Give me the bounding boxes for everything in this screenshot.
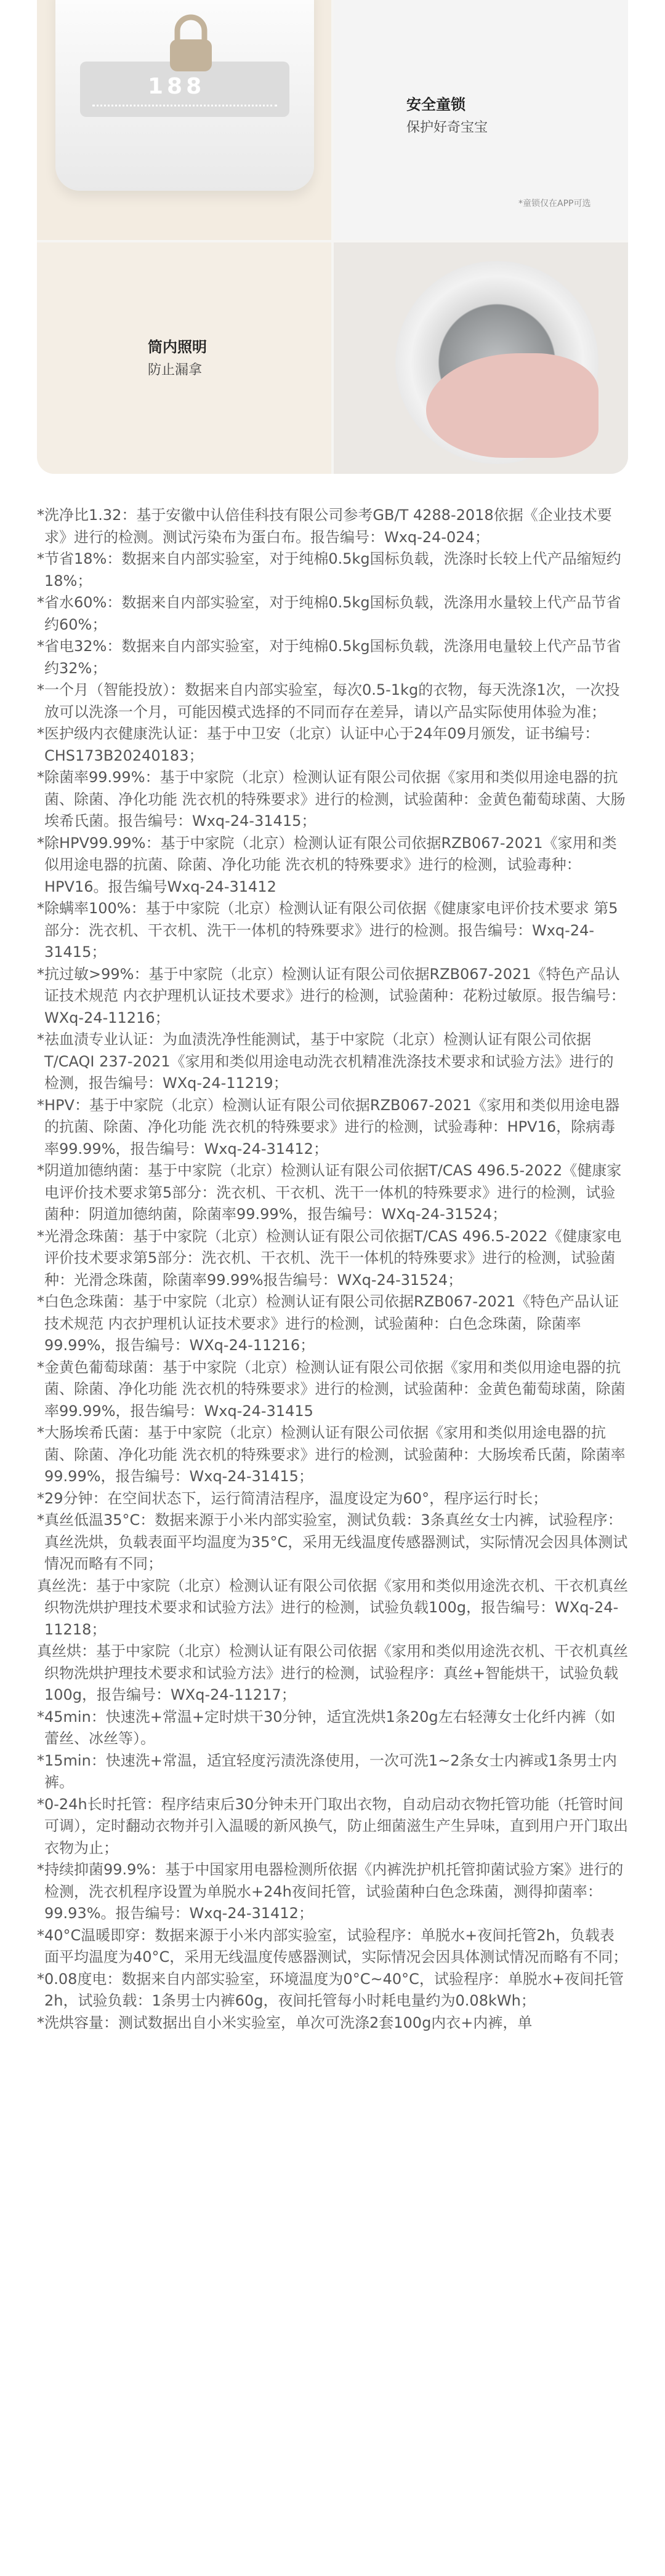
child-lock-subtitle: 保护好奇宝宝 [406,120,488,135]
footnote-item: *45min：快速洗+常温+定时烘干30分钟，适宜洗烘1条20g左右轻薄女士化纤内裤（如蕾丝、冰丝等）。 [37,1708,616,1747]
drum-light-image [334,242,628,474]
footnote-item: *除螨率100%：基于中家院（北京）检测认证有限公司依据《健康家电评价技术要求 第5部分：洗衣机、干衣机、洗干一体机的特殊要求》进行的检测。报告编号：Wxq-24-31415； [37,900,618,961]
footnote-item: *15min：快速洗+常温，适宜轻度污渍洗涤使用，一次可洗1~2条女士内裤或1条男士内裤。 [37,1751,617,1791]
footnote-item: *金黄色葡萄球菌：基于中家院（北京）检测认证有限公司依据《家用和类似用途电器的抗菌、除菌、净化功能 洗衣机的特殊要求》进行的检测，试验菌种：金黄色葡萄球菌，除菌率99.99%，报告编号：Wxq-24-31415 [37,1358,626,1420]
footnote-item: *除HPV99.99%：基于中家院（北京）检测认证有限公司依据RZB067-2021《家用和类似用途电器的抗菌、除菌、净化功能 洗衣机的特殊要求》进行的检测，试验毒种：HPV16。报告编号Wxq-24-31412 [37,834,617,895]
footnote-item: *0.08度电：数据来自内部实验室，环境温度为0°C~40°C，试验程序：单脱水+夜间托管2h，试验负载：1条男士内裤60g，夜间托管每小时耗电量约为0.08kWh； [37,1970,624,2009]
footnote-item: *省水60%：数据来自内部实验室，对于纯棉0.5kg国标负载，洗涤用水量较上代产品节省约60%； [37,594,621,633]
footnote-item: *医护级内衣健康洗认证：基于中卫安（北京）认证中心于24年09月颁发，证书编号：CHS173B20240183； [37,725,600,764]
footnote-item: *29分钟：在空间状态下，运行简清洁程序，温度设定为60°，程序运行时长； [37,1489,548,1507]
footnote-item: *光滑念珠菌：基于中家院（北京）检测认证有限公司依据T/CAS 496.5-2022《健康家电评价技术要求第5部分：洗衣机、干衣机、洗干一体机的特殊要求》进行的检测，试验菌种：光滑念珠菌，除菌率99.99%报告编号：WXq-24-31524； [37,1227,622,1289]
footnote-item: *一个月（智能投放）：数据来自内部实验室，每次0.5-1kg的衣物，每天洗涤1次，一次投放可以洗涤一个月，可能因模式选择的不同而存在差异，请以产品实际使用体验为准； [37,681,620,721]
feature-image-grid [37,0,628,474]
footnote-item: *HPV：基于中家院（北京）检测认证有限公司依据RZB067-2021《家用和类似用途电器的抗菌、除菌、净化功能 洗衣机的特殊要求》进行的检测，试验毒种：HPV16，除病毒率99.99%，报告编号：Wxq-24-31412； [37,1096,620,1158]
child-lock-image [37,0,331,240]
footnotes-section [37,505,628,2034]
footnote-item: *大肠埃希氏菌：基于中家院（北京）检测认证有限公司依据《家用和类似用途电器的抗菌、除菌、净化功能 洗衣机的特殊要求》进行的检测，试验菌种：大肠埃希氏菌，除菌率99.99%，报告编号：Wxq-24-31415； [37,1424,626,1485]
child-lock-footnote: *童锁仅在APP可选 [518,199,591,209]
child-lock-caption-panel [334,0,628,240]
footnote-item: *洗净比1.32：基于安徽中认倍佳科技有限公司参考GB/T 4288-2018依据《企业技术要求》进行的检测。测试污染布为蛋白布。报告编号：Wxq-24-024； [37,506,612,546]
footnote-item: *节省18%：数据来自内部实验室，对于纯棉0.5kg国标负载，洗涤时长较上代产品缩短约18%； [37,550,621,590]
footnote-item: *除菌率99.99%：基于中家院（北京）检测认证有限公司依据《家用和类似用途电器的抗菌、除菌、净化功能 洗衣机的特殊要求》进行的检测，试验菌种：金黄色葡萄球菌、大肠埃希氏菌。报告编号：Wxq-24-31415； [37,769,626,830]
footnote-item: *持续抑菌99.9%：基于中国家用电器检测所依据《内裤洗护机托管抑菌试验方案》进行的检测，洗衣机程序设置为单脱水+24h夜间托管，试验菌种白色念珠菌，测得抑菌率：99.93%。报告编号：Wxq-24-31412； [37,1861,624,1922]
footnote-item: *40°C温暖即穿：数据来源于小米内部实验室，试验程序：单脱水+夜间托管2h，负载表面平均温度为40°C，采用无线温度传感器测试，实际情况会因具体测试情况而略有不同； [37,1926,628,1966]
lock-icon [166,12,216,74]
footnote-item: *省电32%：数据来自内部实验室，对于纯棉0.5kg国标负载，洗涤用电量较上代产品节省约32%； [37,638,621,677]
footnote-item: 真丝烘：基于中家院（北京）检测认证有限公司依据《家用和类似用途洗衣机、干衣机真丝织物洗烘护理技术要求和试验方法》进行的检测，试验程序：真丝+智能烘干，试验负载100g，报告编号：WXq-24-11217； [37,1642,628,1703]
footnote-item: *洗烘容量：测试数据出自小米实验室，单次可洗涤2套100g内衣+内裤，单 [37,2014,533,2031]
child-lock-title: 安全童锁 [406,96,465,113]
drum-light-caption-panel [37,242,331,474]
panel-indicators [92,105,277,109]
drum-light-subtitle: 防止漏拿 [148,362,203,378]
drum-light-title: 筒内照明 [148,338,207,356]
footnote-item: *白色念珠菌：基于中家院（北京）检测认证有限公司依据RZB067-2021《特色产品认证技术规范 内衣护理机认证技术要求》进行的检测，试验菌种：白色念珠菌，除菌率99.99%，报告编号：WXq-24-11216； [37,1293,619,1354]
footnote-item: *抗过敏>99%：基于中家院（北京）检测认证有限公司依据RZB067-2021《特色产品认证技术规范 内衣护理机认证技术要求》进行的检测，试验菌种：花粉过敏原。报告编号：WXq-24-11216； [37,965,626,1026]
panel-display: 188 [148,74,206,99]
footnote-item: *0-24h长时托管：程序结束后30分钟未开门取出衣物，自动启动衣物托管功能（托管时间可调），定时翻动衣物并引入温暖的新风换气，防止细菌滋生产生异味，直到用户开门取出衣物为止； [37,1795,628,1857]
footnote-item: *真丝低温35°C：数据来源于小米内部实验室，测试负载：3条真丝女士内裤，试验程序：真丝洗烘，负载表面平均温度为35°C，采用无线温度传感器测试，实际情况会因具体测试情况而略有不同； [37,1511,628,1572]
footnote-item: *祛血渍专业认证：为血渍洗净性能测试，基于中家院（北京）检测认证有限公司依据 T/CAQI 237-2021《家用和类似用途电动洗衣机精准洗涤技术要求和试验方法》进行的检测，报告编号：WXq-24-11219； [37,1031,614,1092]
footnote-item: *阴道加德纳菌：基于中家院（北京）检测认证有限公司依据T/CAS 496.5-2022《健康家电评价技术要求第5部分：洗衣机、干衣机、洗干一体机的特殊要求》进行的检测，试验菌种：阴道加德纳菌，除菌率99.99%，报告编号：WXq-24-31524； [37,1162,622,1223]
footnote-item: 真丝洗：基于中家院（北京）检测认证有限公司依据《家用和类似用途洗衣机、干衣机真丝织物洗烘护理技术要求和试验方法》进行的检测，试验负载100g，报告编号：WXq-24-11218； [37,1577,628,1638]
